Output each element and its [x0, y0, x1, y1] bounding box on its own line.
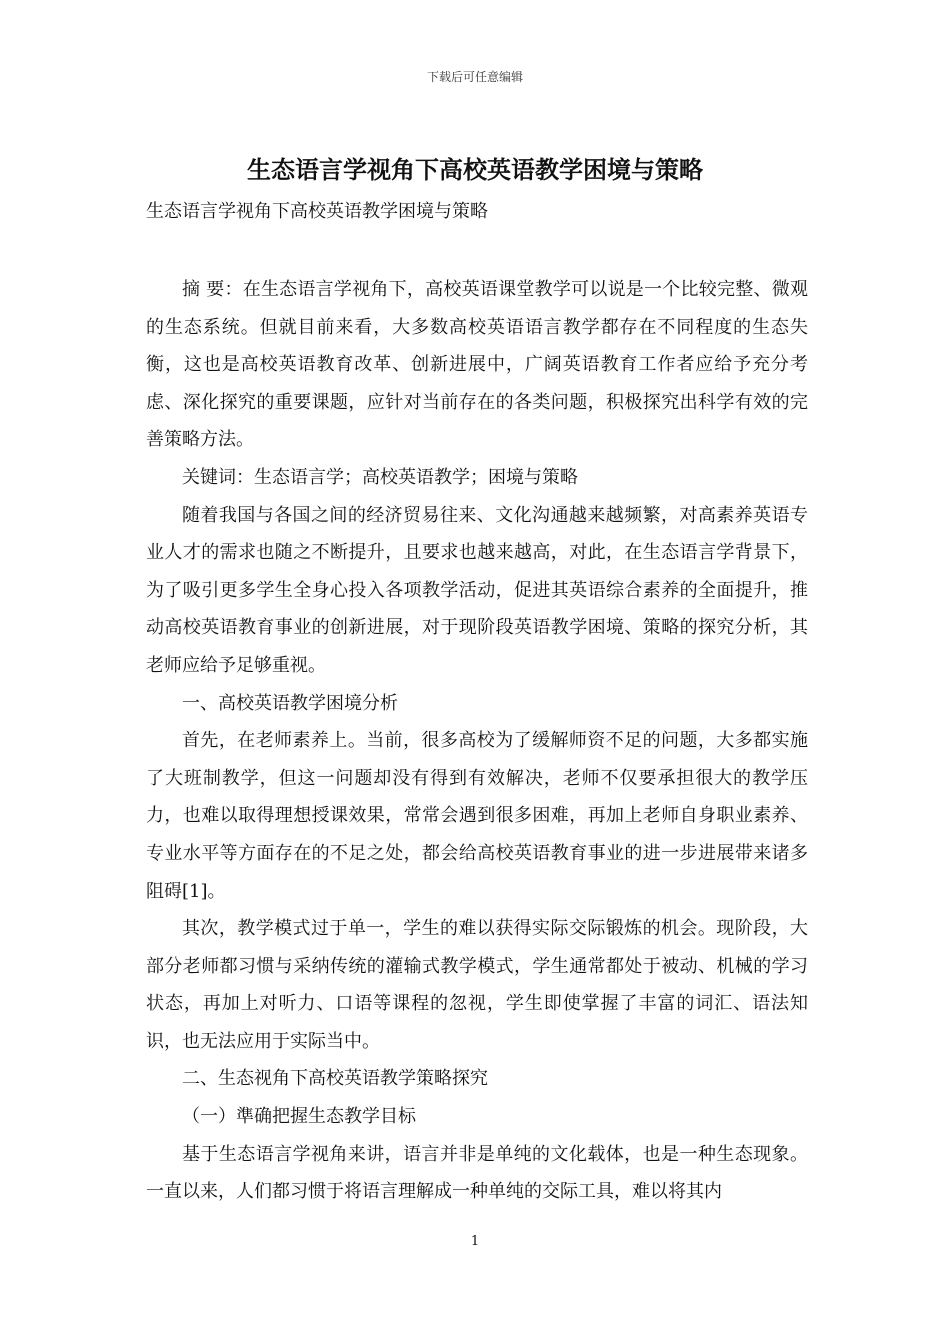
abstract-paragraph: 摘 要：在生态语言学视角下，高校英语课堂教学可以说是一个比较完整、微观的生态系统。但就目前来看，大多数高校英语语言教学都存在不同程度的生态失衡，这也是高校英语教育改革、创新进展中，广阔英语教育工作者应给予充分考虑、深化探究的重要课题，应针对当前存在的各类问题，积极探究出科学有效的完善策略方法。 — [146, 279, 808, 451]
section-heading: 一、高校英语教学困境分析 — [182, 692, 398, 714]
section-heading: 二、生态视角下高校英语教学策略探究 — [182, 1068, 488, 1090]
document-subtitle: 生态语言学视角下高校英语教学困境与策略 — [146, 201, 488, 222]
body-paragraph: 基于生态语言学视角来讲，语言并非是单纯的文化载体，也是一种生态现象。一直以来，人们都习惯于将语言理解成一种单纯的交际工具，难以将其内 — [146, 1143, 808, 1203]
subsection-heading: （一）準确把握生态教学目标 — [182, 1106, 416, 1128]
document-title: 生态语言学视角下高校英语教学困境与策略 — [247, 155, 703, 184]
page-number: 1 — [470, 1234, 480, 1249]
body-paragraph: 首先，在老师素养上。当前，很多高校为了缓解师资不足的问题，大多都实施了大班制教学，但这一问题却没有得到有效解决，老师不仅要承担很大的教学压力，也难以取得理想授课效果，常常会遇到很多困难，再加上老师自身职业素养、专业水平等方面存在的不足之处，都会给高校英语教育事业的进一步进展带来诸多阻碍[1]。 — [146, 730, 808, 902]
keywords-paragraph: 关键词：生态语言学；高校英语教学；困境与策略 — [182, 466, 578, 488]
header-note: 下载后可任意编辑 — [426, 70, 523, 84]
body-paragraph: 其次，教学模式过于单一，学生的难以获得实际交际锻炼的机会。现阶段，大部分老师都习惯与采纳传统的灌输式教学模式，学生通常都处于被动、机械的学习状态，再加上对听力、口语等课程的忽视，学生即使掌握了丰富的词汇、语法知识，也无法应用于实际当中。 — [146, 918, 808, 1052]
document-body — [146, 271, 808, 1211]
body-paragraph: 随着我国与各国之间的经济贸易往来、文化沟通越来越频繁，对高素养英语专业人才的需求也随之不断提升，且要求也越来越高，对此，在生态语言学背景下，为了吸引更多学生全身心投入各项教学活动，促进其英语综合素养的全面提升，推动高校英语教育事业的创新进展，对于现阶段英语教学困境、策略的探究分析，其老师应给予足够重视。 — [146, 504, 808, 676]
